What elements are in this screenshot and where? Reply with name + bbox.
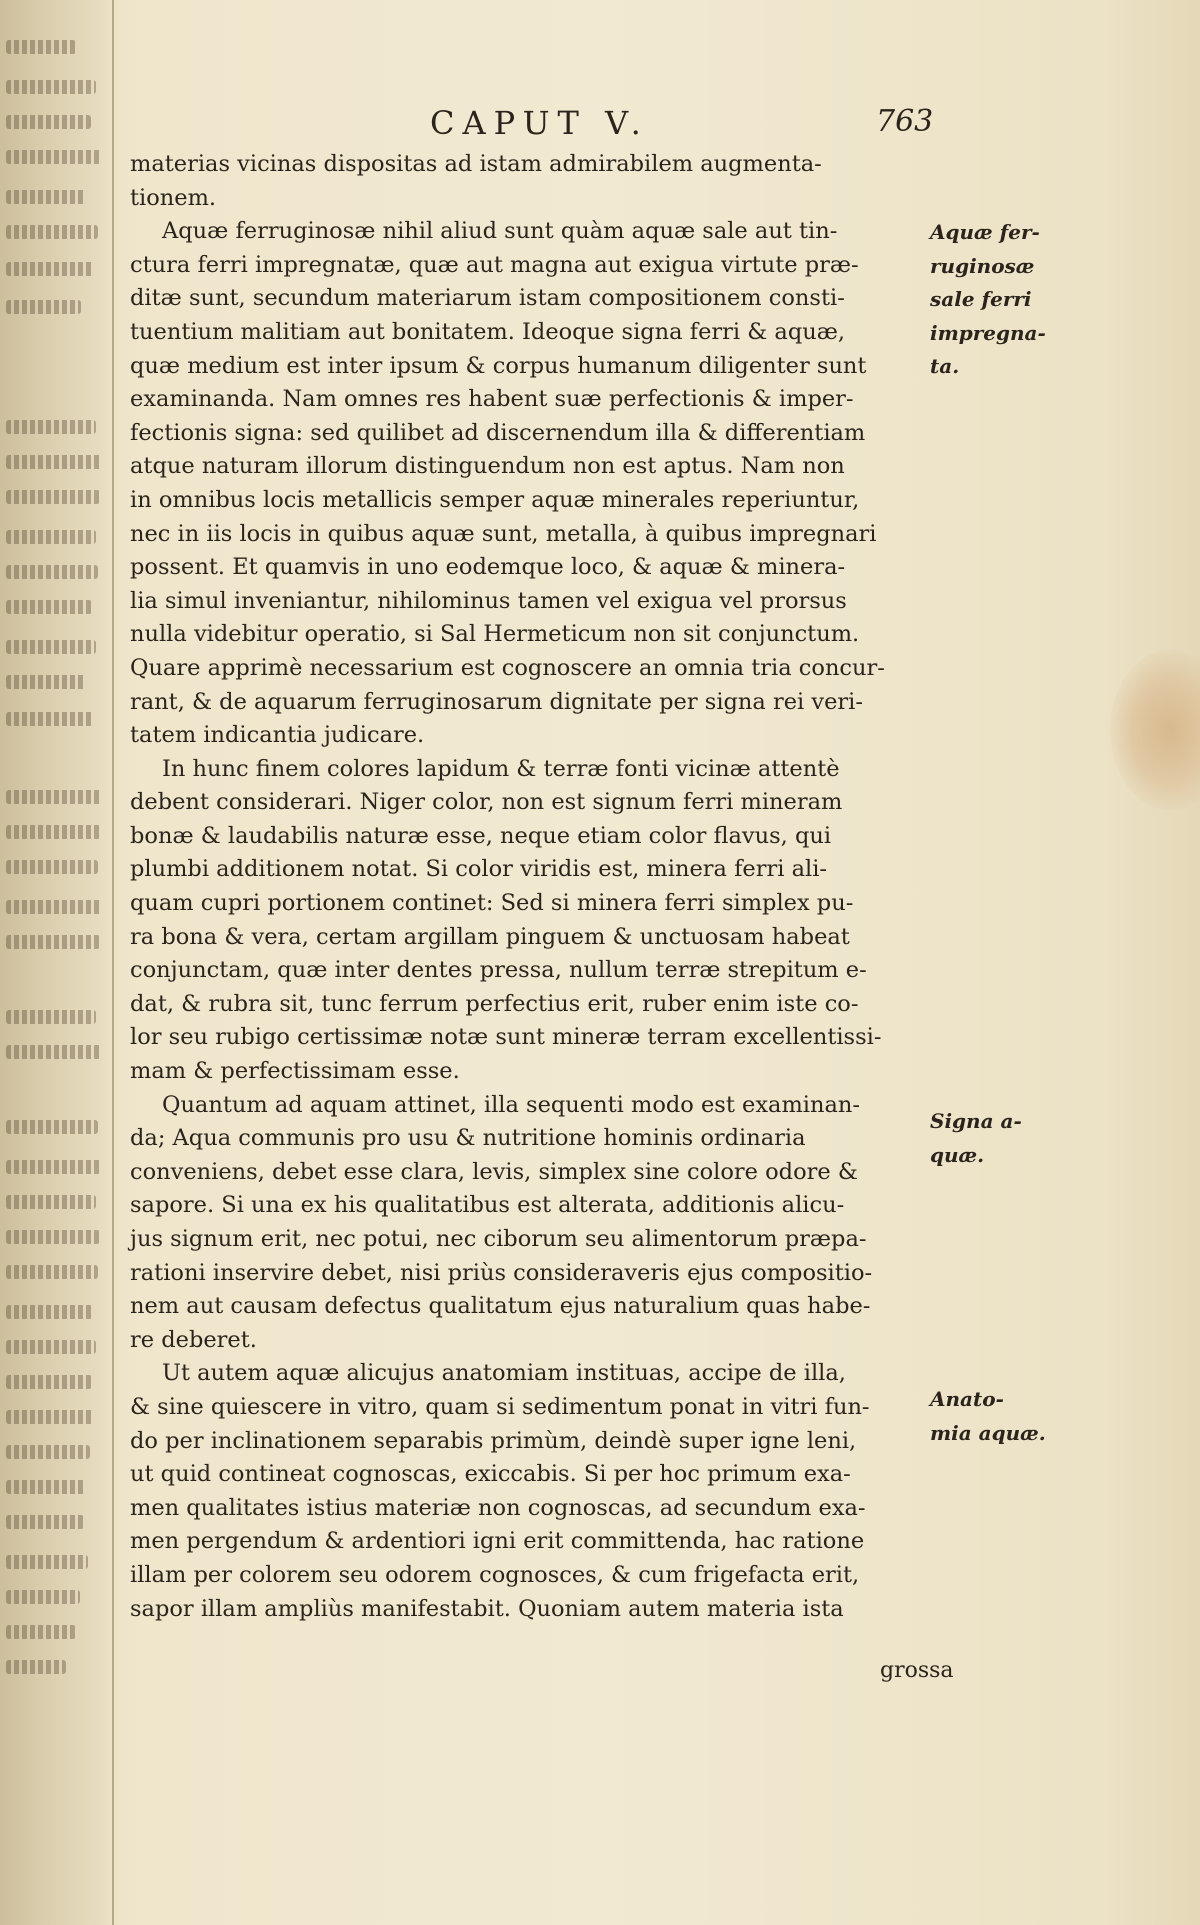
margin-note-line: Signa a- [930,1109,1022,1133]
margin-note-line: ta. [930,354,960,379]
paragraph [130,1357,950,1626]
text-line: ra bona & vera, certam argillam pinguem & unctuosam habeat [130,923,850,950]
text-line: materias vicinas dispositas ad istam admirabilem augmenta- [130,151,822,177]
text-line: atque naturam illorum distinguendum non est aptus. Nam non [130,453,845,480]
text-line: plumbi additionem notat. Si color viridis est, minera ferri ali- [130,856,828,883]
chapter-title: CAPUT V. [430,104,649,142]
text-line: quam cupri portionem continet: Sed si minera ferri simplex pu- [130,890,854,917]
margin-note-line: quæ. [930,1142,985,1167]
text-line: conveniens, debet esse clara, levis, simplex sine colore odore & [130,1158,858,1185]
text-line: re deberet. [130,1326,257,1353]
text-line: conjunctam, quæ inter dentes pressa, nullum terræ strepitum e- [130,957,867,984]
text-line: Ut autem aquæ alicujus anatomiam instituas, accipe de illa, [162,1360,846,1387]
text-line: debent considerari. Niger color, non est signum ferri mineram [130,789,843,816]
text-line: tuentium malitiam aut bonitatem. Ideoque signa ferri & aquæ, [130,318,846,345]
text-line: fectionis signa: sed quilibet ad discernendum illa & differentiam [130,419,866,446]
text-line: nem aut causam defectus qualitatum ejus naturalium quas habe- [130,1293,871,1320]
paragraph [130,148,950,215]
text-line: ut quid contineat cognoscas, exiccabis. Si per hoc primum exa- [130,1461,851,1488]
margin-note-line: mia aquæ. [930,1420,1046,1445]
text-line: ctura ferri impregnatæ, quæ aut magna aut exigua virtute præ- [130,251,859,278]
text-line: lor seu rubigo certissimæ notæ sunt mineræ terram excellentissi- [130,1024,882,1051]
text-line: rationi inservire debet, nisi priùs consideraveris ejus compositio- [130,1259,873,1286]
page-stain [1110,650,1200,810]
text-line: sapor illam ampliùs manifestabit. Quoniam autem materia ista [130,1595,844,1622]
text-line: Aquæ ferruginosæ nihil aliud sunt quàm aquæ sale aut tin- [162,218,838,245]
text-line: dat, & rubra sit, tunc ferrum perfectius erit, ruber enim iste co- [130,990,859,1017]
paragraph [130,1089,950,1358]
text-line: nec in iis locis in quibus aquæ sunt, metalla, à quibus impregnari [130,520,877,547]
text-line: men qualitates istius materiæ non cognoscas, ad secundum exa- [130,1494,866,1521]
margin-note-line: Aquæ fer- [930,220,1040,244]
text-line: examinanda. Nam omnes res habent suæ perfectionis & imper- [130,386,854,413]
margin-note-line: ruginosæ [930,253,1035,278]
text-line: ditæ sunt, secundum materiarum istam compositionem consti- [130,285,845,312]
facing-page-edge [0,0,114,1925]
text-line: bonæ & laudabilis naturæ esse, neque etiam color flavus, qui [130,822,832,849]
margin-note-line: impregna- [930,320,1046,345]
margin-note [930,1383,1190,1450]
text-line: quæ medium est inter ipsum & corpus humanum diligenter sunt [130,352,867,379]
text-line: jus signum erit, nec potui, nec ciborum seu alimentorum præpa- [130,1226,867,1252]
text-line: Quantum ad aquam attinet, illa sequenti modo est examinan- [162,1091,860,1118]
margin-note [930,1105,1190,1172]
body-text [130,148,950,1626]
catchword: grossa [880,1658,954,1683]
text-line: in omnibus locis metallicis semper aquæ minerales reperiuntur, [130,486,860,513]
paragraph [130,753,950,1089]
text-line: sapore. Si una ex his qualitatibus est alterata, additionis alicu- [130,1192,845,1219]
margin-note [930,216,1190,384]
paragraph [130,215,950,753]
text-line: lia simul inveniantur, nihilominus tamen vel exigua vel prorsus [130,587,847,614]
text-line: do per inclinationem separabis primùm, deindè super igne leni, [130,1427,857,1454]
text-line: tatem indicantia judicare. [130,722,425,749]
running-header [0,104,1200,144]
text-line: Quare apprimè necessarium est cognoscere an omnia tria concur- [130,654,885,681]
text-line: nulla videbitur operatio, si Sal Hermeticum non sit conjunctum. [130,621,860,648]
text-line: da; Aqua communis pro usu & nutritione hominis ordinaria [130,1125,806,1152]
text-line: mam & perfectissimam esse. [130,1058,460,1085]
margin-note-line: sale ferri [930,287,1032,312]
text-line: men pergendum & ardentiori igni erit committenda, hac ratione [130,1528,865,1555]
text-line: illam per colorem seu odorem cognosces, & cum frigefacta erit, [130,1561,860,1588]
text-line: rant, & de aquarum ferruginosarum dignitate per signa rei veri- [130,688,863,715]
text-line: In hunc finem colores lapidum & terræ fonti vicinæ attentè [162,755,840,782]
margin-note-line: Anato- [930,1387,1004,1411]
page-number: 763 [876,104,934,139]
text-line: & sine quiescere in vitro, quam si sedimentum ponat in vitri fun- [130,1393,870,1420]
text-line: tionem. [130,184,217,211]
text-line: possent. Et quamvis in uno eodemque loco, & aquæ & minera- [130,554,846,581]
